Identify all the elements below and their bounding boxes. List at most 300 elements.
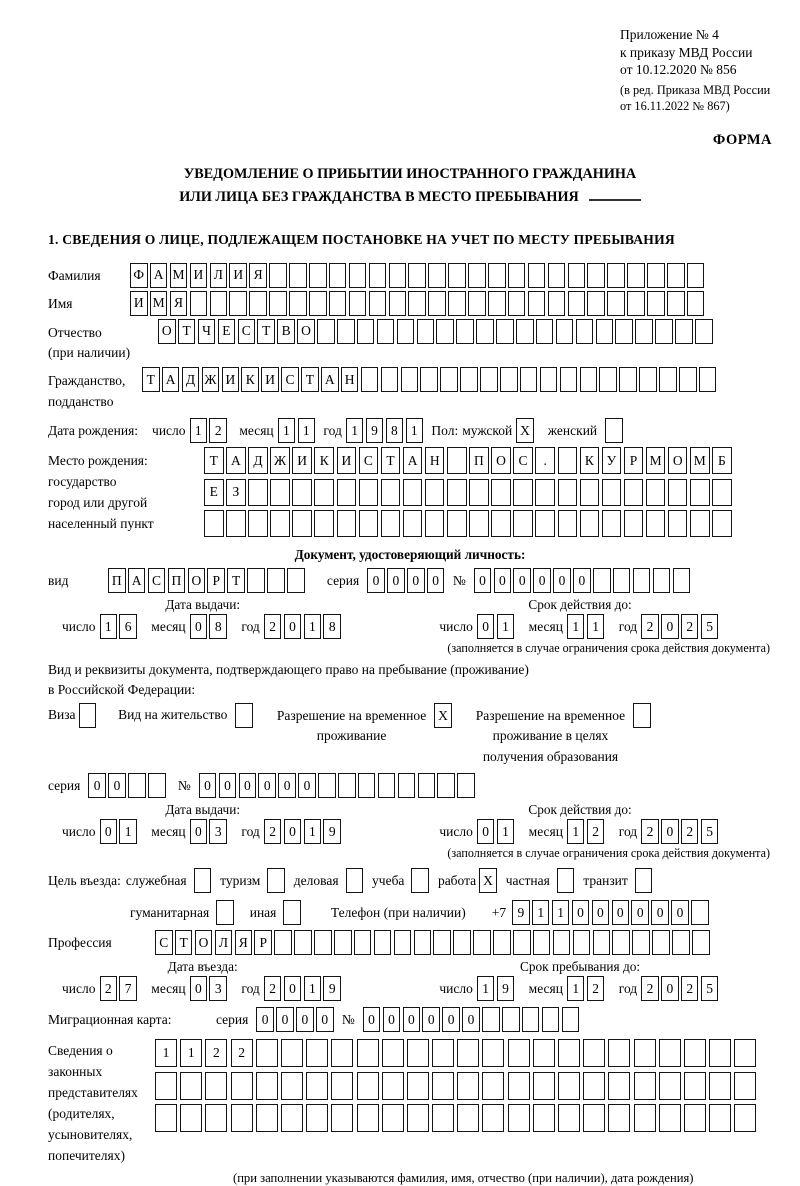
form-cell[interactable]: 2 xyxy=(205,1039,227,1067)
form-cell[interactable] xyxy=(613,568,631,593)
form-cell[interactable] xyxy=(619,367,637,392)
form-cell[interactable] xyxy=(349,263,367,288)
form-cell[interactable]: 0 xyxy=(256,1007,274,1032)
form-cell[interactable]: П xyxy=(469,447,489,474)
form-cell[interactable] xyxy=(437,773,455,798)
form-cell[interactable]: 2 xyxy=(264,976,282,1001)
form-cell[interactable] xyxy=(382,1104,404,1132)
form-cell[interactable] xyxy=(533,930,551,955)
form-cell[interactable] xyxy=(508,263,526,288)
form-cell[interactable] xyxy=(548,263,566,288)
form-cell[interactable]: 0 xyxy=(316,1007,334,1032)
form-cell[interactable]: 8 xyxy=(209,614,227,639)
form-cell[interactable] xyxy=(128,773,146,798)
form-cell[interactable] xyxy=(634,1072,656,1100)
form-cell[interactable] xyxy=(194,868,212,893)
form-cell[interactable]: 0 xyxy=(363,1007,381,1032)
form-cell[interactable]: 2 xyxy=(681,976,699,1001)
form-cell[interactable] xyxy=(249,291,267,316)
form-cell[interactable]: З xyxy=(226,479,246,506)
form-cell[interactable] xyxy=(513,510,533,537)
form-cell[interactable] xyxy=(457,773,475,798)
form-cell[interactable]: 2 xyxy=(681,819,699,844)
form-cell[interactable] xyxy=(712,510,732,537)
form-cell[interactable] xyxy=(306,1104,328,1132)
form-cell[interactable]: 2 xyxy=(264,819,282,844)
form-cell[interactable]: 2 xyxy=(641,819,659,844)
form-cell[interactable] xyxy=(440,367,458,392)
form-cell[interactable]: 1 xyxy=(587,614,605,639)
form-cell[interactable] xyxy=(425,510,445,537)
form-cell[interactable] xyxy=(270,479,290,506)
form-cell[interactable] xyxy=(338,773,356,798)
form-cell[interactable] xyxy=(476,319,494,344)
form-cell[interactable] xyxy=(447,447,467,474)
form-cell[interactable]: И xyxy=(130,291,148,316)
form-cell[interactable] xyxy=(432,1039,454,1067)
form-cell[interactable]: 0 xyxy=(284,819,302,844)
form-cell[interactable]: М xyxy=(150,291,168,316)
form-cell[interactable] xyxy=(709,1104,731,1132)
form-cell[interactable] xyxy=(394,930,412,955)
form-cell[interactable] xyxy=(684,1104,706,1132)
form-cell[interactable] xyxy=(612,930,630,955)
form-cell[interactable]: 0 xyxy=(296,1007,314,1032)
form-cell[interactable] xyxy=(593,568,611,593)
form-cell[interactable]: 0 xyxy=(422,1007,440,1032)
form-cell[interactable] xyxy=(289,263,307,288)
form-cell[interactable]: Ф xyxy=(130,263,148,288)
form-cell[interactable]: 0 xyxy=(494,568,512,593)
form-cell[interactable]: 5 xyxy=(701,976,719,1001)
form-cell[interactable] xyxy=(634,1039,656,1067)
form-cell[interactable]: 1 xyxy=(119,819,137,844)
form-cell[interactable]: Т xyxy=(204,447,224,474)
form-cell[interactable]: Ж xyxy=(270,447,290,474)
form-cell[interactable]: 0 xyxy=(477,614,495,639)
form-cell[interactable]: Т xyxy=(175,930,193,955)
form-cell[interactable] xyxy=(480,367,498,392)
form-cell[interactable] xyxy=(691,900,709,925)
form-cell[interactable] xyxy=(274,930,292,955)
form-cell[interactable] xyxy=(267,868,285,893)
form-cell[interactable] xyxy=(583,1072,605,1100)
form-cell[interactable] xyxy=(469,510,489,537)
form-cell[interactable]: 0 xyxy=(108,773,126,798)
form-cell[interactable] xyxy=(382,1039,404,1067)
form-cell[interactable] xyxy=(646,479,666,506)
form-cell[interactable] xyxy=(602,479,622,506)
form-cell[interactable] xyxy=(580,479,600,506)
form-cell[interactable]: 8 xyxy=(323,614,341,639)
form-cell[interactable]: А xyxy=(128,568,146,593)
form-cell[interactable]: 1 xyxy=(552,900,570,925)
form-cell[interactable] xyxy=(205,1104,227,1132)
form-cell[interactable] xyxy=(690,510,710,537)
form-cell[interactable]: 1 xyxy=(532,900,550,925)
form-cell[interactable]: 6 xyxy=(119,614,137,639)
form-cell[interactable] xyxy=(558,479,578,506)
form-cell[interactable] xyxy=(248,510,268,537)
form-cell[interactable] xyxy=(432,1104,454,1132)
form-cell[interactable] xyxy=(558,510,578,537)
form-cell[interactable]: У xyxy=(602,447,622,474)
form-cell[interactable] xyxy=(269,291,287,316)
form-cell[interactable]: М xyxy=(646,447,666,474)
form-cell[interactable]: Я xyxy=(170,291,188,316)
form-cell[interactable] xyxy=(205,1072,227,1100)
form-cell[interactable]: X xyxy=(516,418,534,443)
form-cell[interactable] xyxy=(633,568,651,593)
form-cell[interactable] xyxy=(398,773,416,798)
form-cell[interactable]: 0 xyxy=(513,568,531,593)
form-cell[interactable]: 1 xyxy=(346,418,364,443)
form-cell[interactable]: 0 xyxy=(671,900,689,925)
form-cell[interactable] xyxy=(639,367,657,392)
form-cell[interactable] xyxy=(615,319,633,344)
form-cell[interactable]: 1 xyxy=(567,819,585,844)
form-cell[interactable]: М xyxy=(690,447,710,474)
form-cell[interactable]: . xyxy=(535,447,555,474)
form-cell[interactable] xyxy=(428,263,446,288)
form-cell[interactable]: 9 xyxy=(497,976,515,1001)
form-cell[interactable]: 9 xyxy=(323,819,341,844)
form-cell[interactable] xyxy=(652,930,670,955)
form-cell[interactable]: 1 xyxy=(497,819,515,844)
form-cell[interactable] xyxy=(542,1007,560,1032)
form-cell[interactable] xyxy=(453,930,471,955)
form-cell[interactable] xyxy=(522,1007,540,1032)
form-cell[interactable]: 3 xyxy=(209,819,227,844)
form-cell[interactable]: 0 xyxy=(100,819,118,844)
form-cell[interactable] xyxy=(583,1039,605,1067)
form-cell[interactable]: 0 xyxy=(572,900,590,925)
form-cell[interactable] xyxy=(267,568,285,593)
form-cell[interactable]: О xyxy=(195,930,213,955)
form-cell[interactable] xyxy=(734,1072,756,1100)
form-cell[interactable] xyxy=(433,930,451,955)
form-cell[interactable] xyxy=(607,291,625,316)
form-cell[interactable]: 1 xyxy=(190,418,208,443)
form-cell[interactable] xyxy=(573,930,591,955)
form-cell[interactable]: 2 xyxy=(681,614,699,639)
form-cell[interactable] xyxy=(602,510,622,537)
form-cell[interactable] xyxy=(687,291,705,316)
form-cell[interactable] xyxy=(329,263,347,288)
form-cell[interactable] xyxy=(667,291,685,316)
form-cell[interactable] xyxy=(457,1104,479,1132)
form-cell[interactable]: Л xyxy=(210,263,228,288)
form-cell[interactable] xyxy=(553,930,571,955)
form-cell[interactable] xyxy=(558,1072,580,1100)
form-cell[interactable] xyxy=(513,479,533,506)
form-cell[interactable]: 0 xyxy=(383,1007,401,1032)
form-cell[interactable]: 2 xyxy=(641,614,659,639)
form-cell[interactable] xyxy=(359,479,379,506)
form-cell[interactable] xyxy=(482,1039,504,1067)
form-cell[interactable] xyxy=(448,291,466,316)
form-cell[interactable] xyxy=(309,263,327,288)
form-cell[interactable]: 0 xyxy=(661,976,679,1001)
form-cell[interactable]: Л xyxy=(215,930,233,955)
form-cell[interactable]: Т xyxy=(178,319,196,344)
form-cell[interactable] xyxy=(533,1104,555,1132)
form-cell[interactable]: 2 xyxy=(209,418,227,443)
form-cell[interactable] xyxy=(709,1072,731,1100)
form-cell[interactable] xyxy=(496,319,514,344)
form-cell[interactable] xyxy=(508,1104,530,1132)
form-cell[interactable]: Н xyxy=(425,447,445,474)
form-cell[interactable] xyxy=(646,510,666,537)
form-cell[interactable] xyxy=(281,1039,303,1067)
form-cell[interactable] xyxy=(482,1007,500,1032)
form-cell[interactable]: Т xyxy=(301,367,319,392)
form-cell[interactable] xyxy=(516,319,534,344)
form-cell[interactable] xyxy=(79,703,97,728)
form-cell[interactable]: 0 xyxy=(612,900,630,925)
form-cell[interactable] xyxy=(488,291,506,316)
form-cell[interactable]: 0 xyxy=(631,900,649,925)
form-cell[interactable] xyxy=(709,1039,731,1067)
form-cell[interactable] xyxy=(482,1104,504,1132)
form-cell[interactable]: 2 xyxy=(231,1039,253,1067)
form-cell[interactable] xyxy=(673,568,691,593)
form-cell[interactable]: Ж xyxy=(202,367,220,392)
form-cell[interactable]: 0 xyxy=(407,568,425,593)
form-cell[interactable] xyxy=(520,367,538,392)
form-cell[interactable]: 1 xyxy=(477,976,495,1001)
form-cell[interactable]: Е xyxy=(204,479,224,506)
form-cell[interactable] xyxy=(318,773,336,798)
form-cell[interactable]: И xyxy=(292,447,312,474)
form-cell[interactable] xyxy=(734,1104,756,1132)
form-cell[interactable]: 0 xyxy=(661,614,679,639)
form-cell[interactable]: О xyxy=(668,447,688,474)
form-cell[interactable] xyxy=(528,291,546,316)
form-cell[interactable] xyxy=(180,1072,202,1100)
form-cell[interactable] xyxy=(204,510,224,537)
form-cell[interactable] xyxy=(667,263,685,288)
form-cell[interactable]: А xyxy=(162,367,180,392)
form-cell[interactable] xyxy=(605,418,623,443)
form-cell[interactable] xyxy=(306,1072,328,1100)
form-cell[interactable] xyxy=(425,479,445,506)
form-cell[interactable]: 0 xyxy=(88,773,106,798)
form-cell[interactable] xyxy=(684,1039,706,1067)
form-cell[interactable]: 1 xyxy=(304,819,322,844)
form-cell[interactable] xyxy=(580,510,600,537)
form-cell[interactable] xyxy=(659,1039,681,1067)
form-cell[interactable] xyxy=(407,1072,429,1100)
form-cell[interactable] xyxy=(473,930,491,955)
form-cell[interactable]: 1 xyxy=(567,614,585,639)
form-cell[interactable]: О xyxy=(188,568,206,593)
form-cell[interactable]: 0 xyxy=(284,976,302,1001)
form-cell[interactable]: 1 xyxy=(304,614,322,639)
form-cell[interactable]: 1 xyxy=(278,418,296,443)
form-cell[interactable]: 0 xyxy=(199,773,217,798)
form-cell[interactable] xyxy=(269,263,287,288)
form-cell[interactable]: 0 xyxy=(474,568,492,593)
form-cell[interactable] xyxy=(337,510,357,537)
form-cell[interactable] xyxy=(281,1104,303,1132)
form-cell[interactable]: 0 xyxy=(553,568,571,593)
form-cell[interactable] xyxy=(381,510,401,537)
form-cell[interactable] xyxy=(420,367,438,392)
form-cell[interactable] xyxy=(331,1104,353,1132)
form-cell[interactable]: Т xyxy=(381,447,401,474)
form-cell[interactable] xyxy=(635,319,653,344)
form-cell[interactable] xyxy=(647,263,665,288)
form-cell[interactable] xyxy=(448,263,466,288)
form-cell[interactable] xyxy=(583,1104,605,1132)
form-cell[interactable] xyxy=(281,1072,303,1100)
form-cell[interactable] xyxy=(397,319,415,344)
form-cell[interactable] xyxy=(659,1104,681,1132)
form-cell[interactable]: Т xyxy=(227,568,245,593)
form-cell[interactable]: 9 xyxy=(366,418,384,443)
form-cell[interactable]: 0 xyxy=(651,900,669,925)
form-cell[interactable] xyxy=(382,1072,404,1100)
form-cell[interactable] xyxy=(331,1039,353,1067)
form-cell[interactable] xyxy=(256,1039,278,1067)
form-cell[interactable] xyxy=(346,868,364,893)
form-cell[interactable]: К xyxy=(314,447,334,474)
form-cell[interactable] xyxy=(256,1072,278,1100)
form-cell[interactable]: 5 xyxy=(701,614,719,639)
form-cell[interactable] xyxy=(231,1072,253,1100)
form-cell[interactable] xyxy=(493,930,511,955)
form-cell[interactable]: 1 xyxy=(298,418,316,443)
form-cell[interactable] xyxy=(456,319,474,344)
form-cell[interactable] xyxy=(417,319,435,344)
form-cell[interactable] xyxy=(389,291,407,316)
form-cell[interactable]: X xyxy=(479,868,497,893)
form-cell[interactable]: 1 xyxy=(155,1039,177,1067)
form-cell[interactable] xyxy=(294,930,312,955)
form-cell[interactable] xyxy=(556,319,574,344)
form-cell[interactable] xyxy=(533,1039,555,1067)
form-cell[interactable] xyxy=(361,367,379,392)
form-cell[interactable]: 0 xyxy=(477,819,495,844)
form-cell[interactable]: 0 xyxy=(190,614,208,639)
form-cell[interactable] xyxy=(148,773,166,798)
form-cell[interactable] xyxy=(229,291,247,316)
form-cell[interactable] xyxy=(699,367,717,392)
form-cell[interactable]: Т xyxy=(257,319,275,344)
form-cell[interactable] xyxy=(357,1104,379,1132)
form-cell[interactable] xyxy=(576,319,594,344)
form-cell[interactable]: 1 xyxy=(406,418,424,443)
form-cell[interactable] xyxy=(687,263,705,288)
form-cell[interactable]: К xyxy=(580,447,600,474)
form-cell[interactable] xyxy=(329,291,347,316)
form-cell[interactable] xyxy=(562,1007,580,1032)
form-cell[interactable]: М xyxy=(170,263,188,288)
form-cell[interactable] xyxy=(734,1039,756,1067)
form-cell[interactable]: И xyxy=(222,367,240,392)
form-cell[interactable] xyxy=(314,510,334,537)
form-cell[interactable]: 7 xyxy=(119,976,137,1001)
form-cell[interactable] xyxy=(593,930,611,955)
form-cell[interactable]: X xyxy=(434,703,452,728)
form-cell[interactable] xyxy=(608,1072,630,1100)
form-cell[interactable] xyxy=(558,1104,580,1132)
form-cell[interactable] xyxy=(403,479,423,506)
form-cell[interactable] xyxy=(482,1072,504,1100)
form-cell[interactable] xyxy=(287,568,305,593)
form-cell[interactable] xyxy=(381,479,401,506)
form-cell[interactable]: А xyxy=(403,447,423,474)
form-cell[interactable] xyxy=(414,930,432,955)
form-cell[interactable] xyxy=(407,1039,429,1067)
form-cell[interactable] xyxy=(408,291,426,316)
form-cell[interactable] xyxy=(596,319,614,344)
form-cell[interactable] xyxy=(403,510,423,537)
form-cell[interactable] xyxy=(513,930,531,955)
form-cell[interactable]: Т xyxy=(142,367,160,392)
form-cell[interactable]: С xyxy=(513,447,533,474)
form-cell[interactable] xyxy=(314,930,332,955)
form-cell[interactable] xyxy=(256,1104,278,1132)
form-cell[interactable] xyxy=(381,367,399,392)
form-cell[interactable]: 1 xyxy=(100,614,118,639)
form-cell[interactable] xyxy=(248,479,268,506)
form-cell[interactable] xyxy=(608,1104,630,1132)
form-cell[interactable] xyxy=(378,773,396,798)
form-cell[interactable] xyxy=(447,510,467,537)
form-cell[interactable]: Д xyxy=(248,447,268,474)
form-cell[interactable] xyxy=(533,1072,555,1100)
form-cell[interactable]: Д xyxy=(182,367,200,392)
form-cell[interactable] xyxy=(401,367,419,392)
form-cell[interactable] xyxy=(502,1007,520,1032)
form-cell[interactable] xyxy=(210,291,228,316)
form-cell[interactable]: Я xyxy=(249,263,267,288)
form-cell[interactable]: 9 xyxy=(323,976,341,1001)
form-cell[interactable] xyxy=(500,367,518,392)
form-cell[interactable]: 0 xyxy=(219,773,237,798)
form-cell[interactable] xyxy=(632,930,650,955)
form-cell[interactable] xyxy=(712,479,732,506)
form-cell[interactable] xyxy=(357,1072,379,1100)
form-cell[interactable] xyxy=(508,1039,530,1067)
form-cell[interactable] xyxy=(369,263,387,288)
form-cell[interactable] xyxy=(587,263,605,288)
form-cell[interactable] xyxy=(535,510,555,537)
form-cell[interactable]: О xyxy=(158,319,176,344)
form-cell[interactable]: 0 xyxy=(190,976,208,1001)
form-cell[interactable] xyxy=(247,568,265,593)
form-cell[interactable] xyxy=(668,479,688,506)
form-cell[interactable] xyxy=(675,319,693,344)
form-cell[interactable] xyxy=(548,291,566,316)
form-cell[interactable] xyxy=(432,1072,454,1100)
form-cell[interactable]: 0 xyxy=(258,773,276,798)
form-cell[interactable]: О xyxy=(297,319,315,344)
form-cell[interactable] xyxy=(460,367,478,392)
form-cell[interactable]: 0 xyxy=(387,568,405,593)
form-cell[interactable]: Ч xyxy=(198,319,216,344)
form-cell[interactable]: Б xyxy=(712,447,732,474)
form-cell[interactable] xyxy=(528,263,546,288)
form-cell[interactable] xyxy=(568,263,586,288)
form-cell[interactable]: 0 xyxy=(442,1007,460,1032)
form-cell[interactable]: А xyxy=(150,263,168,288)
form-cell[interactable]: С xyxy=(148,568,166,593)
form-cell[interactable] xyxy=(668,510,688,537)
form-cell[interactable] xyxy=(457,1039,479,1067)
